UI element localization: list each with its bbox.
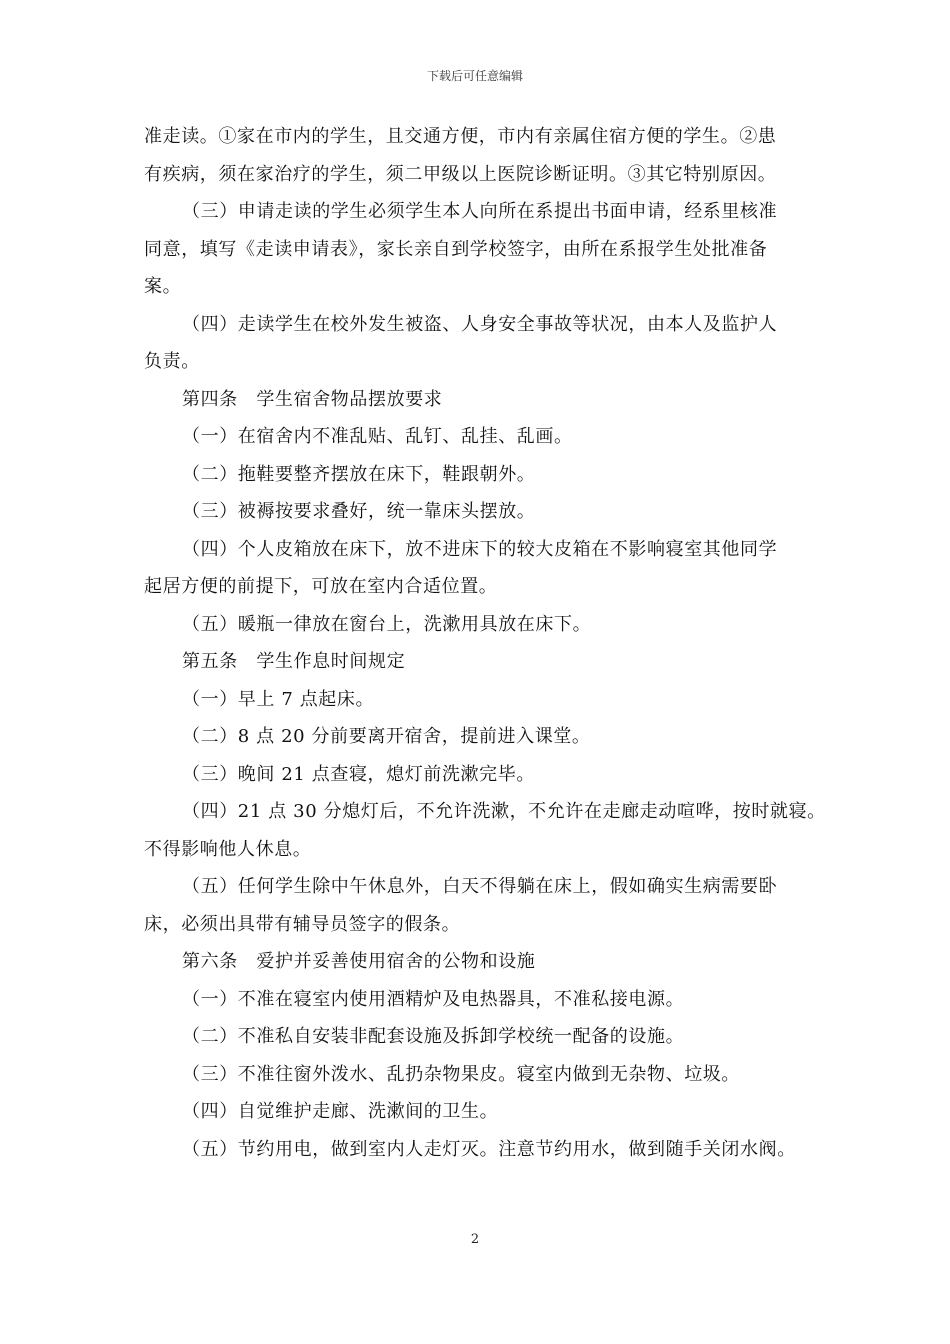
- body-line: （五）节约用电，做到室内人走灯灭。注意节约用水，做到随手关闭水阀。: [182, 1138, 796, 1160]
- body-line: （二）8 点 20 分前要离开宿舍，提前进入课堂。: [182, 726, 591, 747]
- body-line: 负责。: [144, 351, 200, 372]
- body-line: （三）晚间 21 点查寝，熄灯前洗漱完毕。: [182, 763, 535, 785]
- body-line: （五）暖瓶一律放在窗台上，洗漱用具放在床下。: [182, 613, 592, 635]
- body-line: （四）21 点 30 分熄灯后，不允许洗漱，不允许在走廊走动喧哗，按时就寝。: [182, 801, 826, 822]
- body-line: （一）早上 7 点起床。: [182, 688, 375, 710]
- body-line: （一）不准在寝室内使用酒精炉及电热器具，不准私接电源。: [182, 988, 685, 1010]
- body-line: （二）不准私自安装非配套设施及拆卸学校统一配备的设施。: [182, 1026, 685, 1047]
- page-header: 下载后可任意编辑: [426, 69, 523, 83]
- body-line: （一）在宿舍内不准乱贴、乱钉、乱挂、乱画。: [182, 426, 573, 447]
- article-heading: 第五条 学生作息时间规定: [182, 651, 406, 672]
- body-line: 准走读。①家在市内的学生，且交通方便，市内有亲属住宿方便的学生。②患: [144, 126, 777, 147]
- body-line: （四）自觉维护走廊、洗漱间的卫生。: [182, 1101, 499, 1122]
- article-heading: 第六条 爱护并妥善使用宿舍的公物和设施: [182, 951, 536, 972]
- article-heading: 第四条 学生宿舍物品摆放要求: [182, 388, 443, 410]
- body-line: （三）申请走读的学生必须学生本人向所在系提出书面申请，经系里核准: [182, 201, 778, 222]
- body-line: （五）任何学生除中午休息外，白天不得躺在床上，假如确实生病需要卧: [182, 876, 778, 897]
- body-line: 不得影响他人休息。: [144, 838, 312, 860]
- body-line: （四）走读学生在校外发生被盗、人身安全事故等状况，由本人及监护人: [182, 313, 778, 335]
- body-line: 床，必须出具带有辅导员签字的假条。: [144, 913, 461, 935]
- body-line: 案。: [144, 276, 182, 297]
- page-number: 2: [470, 1232, 480, 1247]
- body-line: 同意，填写《走读申请表》，家长亲自到学校签字，由所在系报学生处批准备: [144, 238, 768, 260]
- body-line: （四）个人皮箱放在床下，放不进床下的较大皮箱在不影响寝室其他同学: [182, 538, 778, 560]
- body-line: 起居方便的前提下，可放在室内合适位置。: [144, 576, 498, 597]
- body-line: （三）被褥按要求叠好，统一靠床头摆放。: [182, 501, 536, 522]
- document-body: [144, 118, 824, 1168]
- body-line: （二）拖鞋要整齐摆放在床下，鞋跟朝外。: [182, 463, 536, 485]
- body-line: （三）不准往窗外泼水、乱扔杂物果皮。寝室内做到无杂物、垃圾。: [182, 1063, 740, 1085]
- body-line: 有疾病，须在家治疗的学生，须二甲级以上医院诊断证明。③其它特别原因。: [144, 163, 777, 185]
